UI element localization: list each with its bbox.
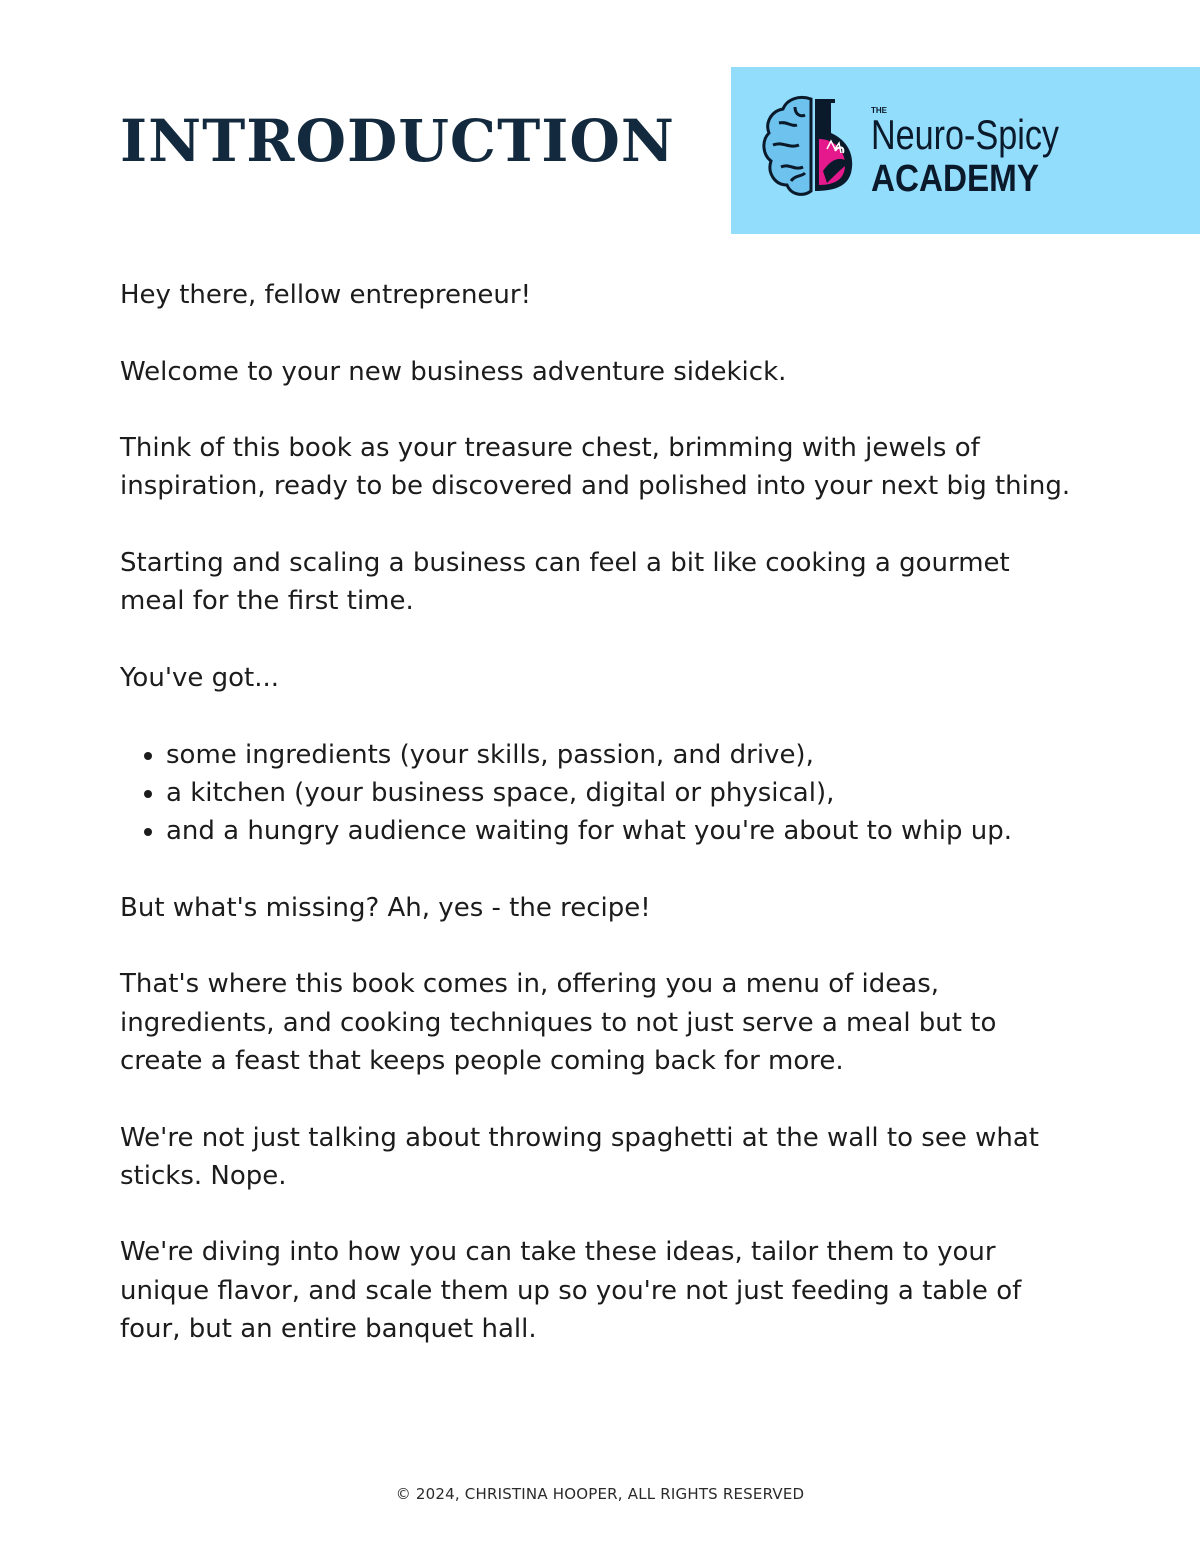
page-title: INTRODUCTION <box>120 107 675 175</box>
paragraph: You've got... <box>120 662 280 693</box>
brain-icon <box>764 97 811 194</box>
paragraph: But what's missing? Ah, yes - the recipe! <box>120 892 651 923</box>
logo-brand-line2: ACADEMY <box>871 158 1039 200</box>
body-text <box>120 276 1080 1387</box>
paragraph: We're diving into how you can take these ideas, tailor them to your unique flavor, and scale them up so you're not just feeding a table of four, but an entire banquet hall. <box>120 1237 1022 1345</box>
paragraph: That's where this book comes in, offering you a menu of ideas, ingredients, and cooking techniques to not just serve a meal but to create a feast that keeps people coming back for more. <box>120 969 997 1076</box>
academy-logo <box>761 93 1071 213</box>
paragraph: Welcome to your new business adventure sidekick. <box>120 356 787 387</box>
paragraph: Hey there, fellow entrepreneur! <box>120 280 532 310</box>
logo-panel <box>731 67 1200 234</box>
paragraph: Think of this book as your treasure chest, brimming with jewels of inspiration, ready to be discovered and polished into your next big thing. <box>120 433 1071 502</box>
paragraph: Starting and scaling a business can feel a bit like cooking a gourmet meal for the first time. <box>120 548 1010 617</box>
list-item: • some ingredients (your skills, passion, and drive), <box>166 736 1080 774</box>
bullet-list <box>120 736 1080 851</box>
logo-the-label: THE <box>871 106 887 115</box>
list-item: • a kitchen (your business space, digital or physical), <box>166 774 1080 812</box>
footer-copyright: © 2024, CHRISTINA HOOPER, ALL RIGHTS RESERVED <box>395 1485 805 1503</box>
logo-brand-line1: Neuro-Spicy <box>871 111 1059 158</box>
paragraph: We're not just talking about throwing spaghetti at the wall to see what sticks. Nope. <box>120 1122 1039 1191</box>
list-item: • and a hungry audience waiting for what you're about to whip up. <box>166 812 1080 850</box>
